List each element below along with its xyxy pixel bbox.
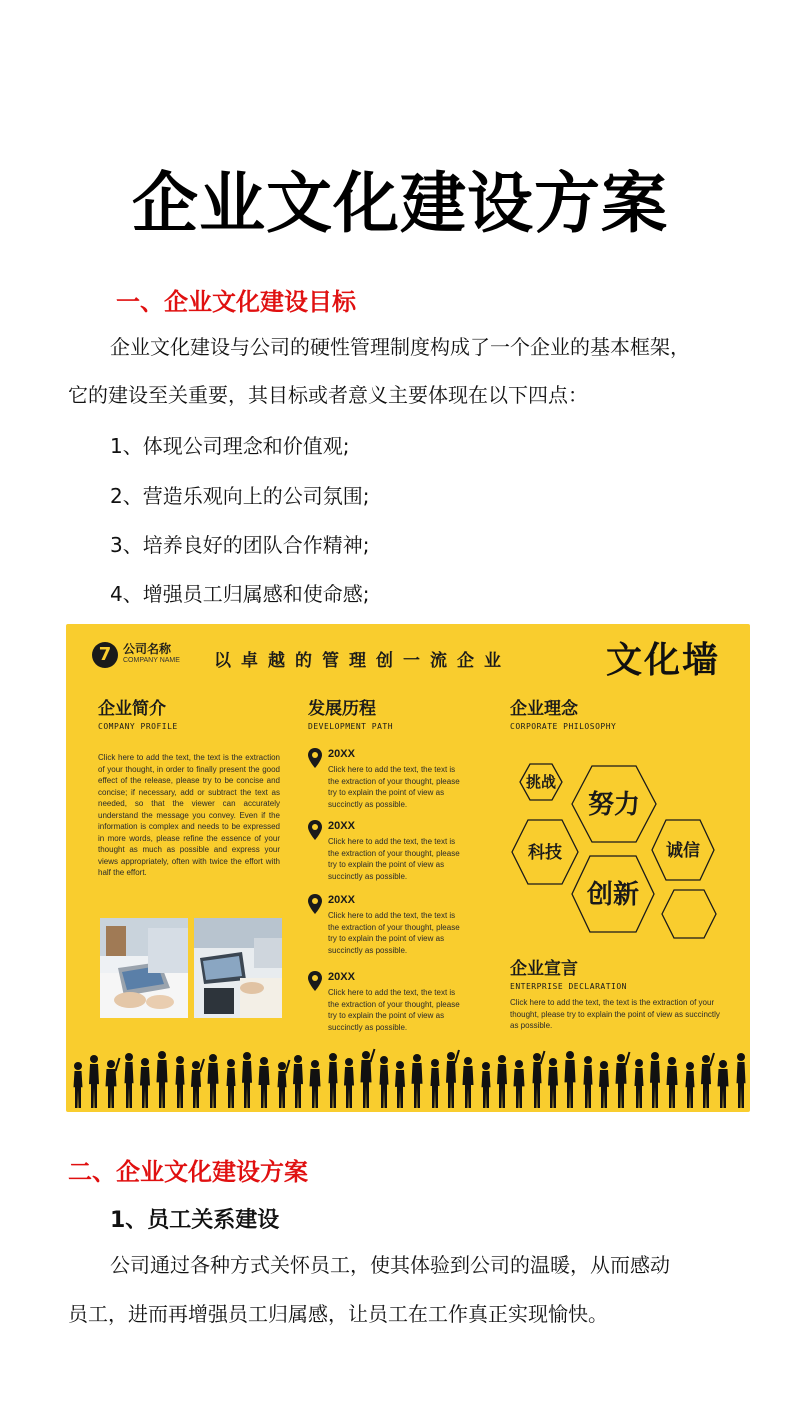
- person-silhouette: [718, 1060, 729, 1108]
- hex-label-effort: 努力: [587, 790, 641, 820]
- logo-subtitle: COMPANY NAME: [123, 657, 180, 664]
- timeline-text-4: Click here to add the text, the text is the extraction of your thought, please try to explain the point of view as succinctly as possible.: [328, 988, 460, 1032]
- person-silhouette: [514, 1060, 525, 1108]
- profile-text: Click here to add the text, the text is the extraction of your thought, in order to finally present the good effect of the release, please try to be concise and concise; if necessary, add or subtract the text as needed, so that the viewer can accurately understand the message you convey. Even if the information is complex and needs to be expressed in more words, please refine the essence of your thought as much as possible and express your views appropriately, often with twice the effort with half the effort.: [98, 753, 280, 877]
- person-silhouette: [344, 1058, 354, 1108]
- development-en: DEVELOPMENT PATH: [308, 722, 394, 731]
- culture-wall-title: 文化墙: [606, 639, 721, 681]
- section1-heading: 一、企业文化建设目标: [116, 288, 356, 316]
- crowd-silhouettes: [66, 1040, 750, 1112]
- hex-label-innovation: 创新: [586, 880, 640, 910]
- location-pin-icon: [308, 820, 322, 840]
- logo-name: 公司名称: [123, 642, 172, 656]
- location-pin-icon: [308, 894, 322, 914]
- poster-slogan: 以卓越的管理创一流企业: [214, 651, 511, 671]
- person-silhouette: [74, 1062, 83, 1108]
- timeline-text-3: Click here to add the text, the text is the extraction of your thought, please try to explain the point of view as succinctly as possible.: [328, 911, 460, 955]
- timeline-year-3: 20XX: [328, 894, 355, 906]
- person-silhouette: [106, 1058, 120, 1108]
- person-silhouette: [242, 1052, 252, 1108]
- logo-icon: 7: [92, 642, 118, 668]
- person-silhouette: [278, 1060, 290, 1108]
- person-silhouette: [565, 1051, 576, 1108]
- culture-wall-poster: [66, 624, 750, 1112]
- person-silhouette: [616, 1052, 630, 1108]
- page-title: 企业文化建设方案: [132, 165, 668, 242]
- person-silhouette: [310, 1060, 321, 1108]
- timeline-year-4: 20XX: [328, 971, 355, 983]
- philosophy-en: CORPORATE PHILOSOPHY: [510, 722, 617, 731]
- person-silhouette: [737, 1053, 746, 1108]
- person-silhouette: [584, 1056, 593, 1108]
- person-silhouette: [446, 1050, 459, 1108]
- person-silhouette: [259, 1057, 270, 1108]
- person-silhouette: [701, 1053, 714, 1108]
- section1-intro-line2: 它的建设至关重要，其目标或者意义主要体现在以下四点：: [68, 383, 588, 407]
- person-silhouette: [140, 1058, 150, 1108]
- person-silhouette: [125, 1053, 134, 1108]
- development-heading: 发展历程: [308, 699, 376, 719]
- location-pin-icon: [308, 748, 322, 768]
- person-silhouette: [380, 1056, 389, 1108]
- person-silhouette: [686, 1062, 695, 1108]
- person-silhouette: [412, 1054, 423, 1108]
- section2-heading: 二、企业文化建设方案: [68, 1158, 308, 1186]
- timeline-text-2: Click here to add the text, the text is the extraction of your thought, please try to explain the point of view as succinctly as possible.: [328, 837, 460, 881]
- timeline-year-1: 20XX: [328, 748, 355, 760]
- goal-item-1: 1、体现公司理念和价值观;: [110, 434, 350, 458]
- person-silhouette: [650, 1052, 660, 1108]
- declaration-en: ENTERPRISE DECLARATION: [510, 982, 627, 991]
- person-silhouette: [191, 1059, 204, 1108]
- goal-item-2: 2、营造乐观向上的公司氛围;: [110, 484, 370, 508]
- section2-subheading: 1、员工关系建设: [110, 1208, 280, 1233]
- person-silhouette: [157, 1051, 168, 1108]
- person-silhouette: [176, 1056, 185, 1108]
- person-silhouette: [635, 1059, 644, 1108]
- goal-item-3: 3、培养良好的团队合作精神;: [110, 533, 370, 557]
- person-silhouette: [548, 1058, 558, 1108]
- person-silhouette: [395, 1061, 405, 1108]
- philosophy-heading: 企业理念: [510, 699, 578, 719]
- section1-intro-line1: 企业文化建设与公司的硬性管理制度构成了一个企业的基本框架，: [110, 335, 690, 359]
- hexagon-blank: [662, 890, 716, 938]
- profile-en: COMPANY PROFILE: [98, 722, 178, 731]
- timeline-year-2: 20XX: [328, 820, 355, 832]
- person-silhouette: [482, 1062, 491, 1108]
- person-silhouette: [293, 1055, 303, 1108]
- declaration-heading: 企业宣言: [510, 959, 578, 979]
- company-logo: [92, 642, 180, 668]
- person-silhouette: [208, 1054, 219, 1108]
- person-silhouette: [431, 1059, 440, 1108]
- person-silhouette: [89, 1055, 99, 1108]
- section2-para-line1: 公司通过各种方式关怀员工，使其体验到公司的温暖，从而感动: [110, 1253, 670, 1277]
- hex-label-technology: 科技: [528, 843, 562, 863]
- person-silhouette: [227, 1059, 236, 1108]
- person-silhouette: [667, 1057, 678, 1108]
- hex-label-challenge: 挑战: [525, 773, 557, 791]
- person-silhouette: [497, 1055, 507, 1108]
- timeline-text-1: Click here to add the text, the text is the extraction of your thought, please try to explain the point of view as succinctly as possible.: [328, 765, 460, 809]
- declaration-text: Click here to add the text, the text is the extraction of your thought, please try to explain the point of view as succinctly as possible.: [510, 998, 720, 1030]
- location-pin-icon: [308, 971, 322, 991]
- section2-para-line2: 员工，进而再增强员工归属感，让员工在工作真正实现愉快。: [68, 1302, 608, 1326]
- office-photo-1: [100, 918, 188, 1018]
- person-silhouette: [463, 1057, 474, 1108]
- office-photo-2: [194, 918, 282, 1018]
- person-silhouette: [361, 1049, 375, 1108]
- person-silhouette: [599, 1061, 609, 1108]
- profile-heading: 企业简介: [98, 699, 166, 719]
- goal-item-4: 4、增强员工归属感和使命感;: [110, 582, 370, 606]
- philosophy-hexagons: [506, 754, 726, 950]
- person-silhouette: [329, 1053, 338, 1108]
- hex-label-integrity: 诚信: [666, 841, 700, 861]
- person-silhouette: [533, 1051, 545, 1108]
